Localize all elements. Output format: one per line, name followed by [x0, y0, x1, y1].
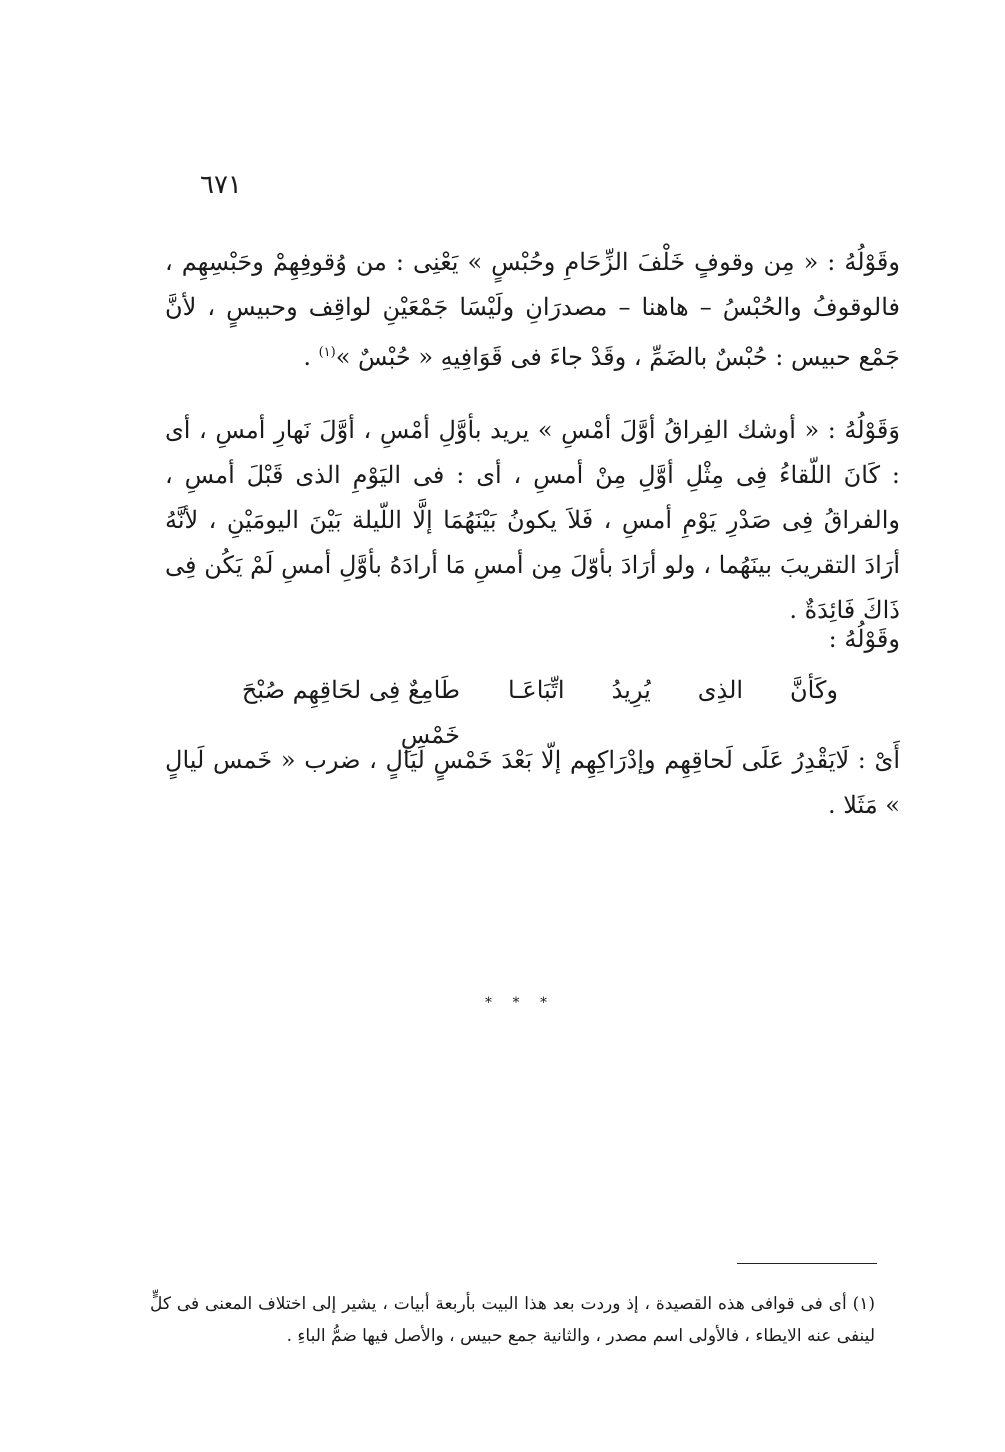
- paragraph-1-end: .: [303, 343, 319, 371]
- paragraph-4: أَىْ : لَايَقْدِرُ عَلَى لَحاقِهِم وإدْرَاكِهِم إلّا بَعْدَ خَمْسٍ لَيَالٍ ، ضرب « خَمس لَيالٍ » مَثَلا .: [165, 746, 900, 819]
- verse-word: يُرِيدُ: [611, 676, 651, 704]
- paragraph-1-text: وقَوْلُهُ : « مِن وقوفٍ خَلْفَ الزِّحَامِ وحُبْسٍ » يَعْنِى : من وُقوفِهِمْ وحَبْسِهِم ، فالوقوفُ والحُبْسُ – هاهنا – مصدرَانِ ولَيْسَا جَمْعَيْنِ لواقِف وحبيسٍ ، لأنَّ جَمْع حبيس : حُبْسٌ بالضَمِّ ، وقَدْ جاءَ فى قَوَافِيهِ « حُبْسٌ »: [165, 248, 900, 371]
- verse-hemistich-1: [508, 668, 838, 713]
- paragraph-1: [165, 240, 900, 380]
- paragraph-2: وَقَوْلُهُ : « أوشك الفِراقُ أوَّلَ أمْسِ » يريد بأوَّلِ أمْسِ ، أوَّلَ نَهارِ أمسِ ، أى : كَانَ اللّقاءُ فِى مِثْلِ أوَّلِ مِنْ أمسِ ، أى : فى اليَوْمِ الذى قَبْلَ أمسِ ، والفراقُ فِى صَدْرِ يَوْمِ أمسِ ، فَلاَ يكونُ بَيْنَهُمَا إلَّا اللّيلة بَيْنَ اليومَيْنِ ، لأنَّهُ أرَادَ التقريبَ بينَهُما ، ولو أرَادَ بأوّلَ مِن أمسِ مَا أرادَهُ بأوَّلِ أمسِ لَمْ يَكُن فِى ذَاكَ فَائِدَةٌ .: [165, 416, 900, 624]
- footnote-1: (١) أى فى قوافى هذه القصيدة ، إذ وردت بعد هذا البيت بأربعة أبيات ، يشير إلى اختلاف المعنى فى كلٍّ لينفى عنه الايطاء ، فالأولى اسم مصدر ، والثانية جمع حبيس ، والأصل فيها ضمُّ الباءِ .: [150, 1294, 875, 1346]
- verse-word: وكَأنَّ: [790, 676, 838, 704]
- section-separator: * * *: [485, 995, 555, 1011]
- verse-word: الذِى: [697, 676, 744, 704]
- verse-word: اتِّبَاعَـا: [508, 676, 565, 704]
- footnote-ref-1: (١): [318, 345, 336, 360]
- footnotes: [150, 1288, 875, 1352]
- footnote-divider: [737, 1263, 877, 1264]
- paragraph-3: وقَوْلُهُ :: [828, 625, 900, 653]
- page-number: ٦٧١: [200, 170, 242, 200]
- verse-word: طَامِعٌ فِى لحَاقِهِم صُبْحَ خَمْسِ: [241, 676, 460, 749]
